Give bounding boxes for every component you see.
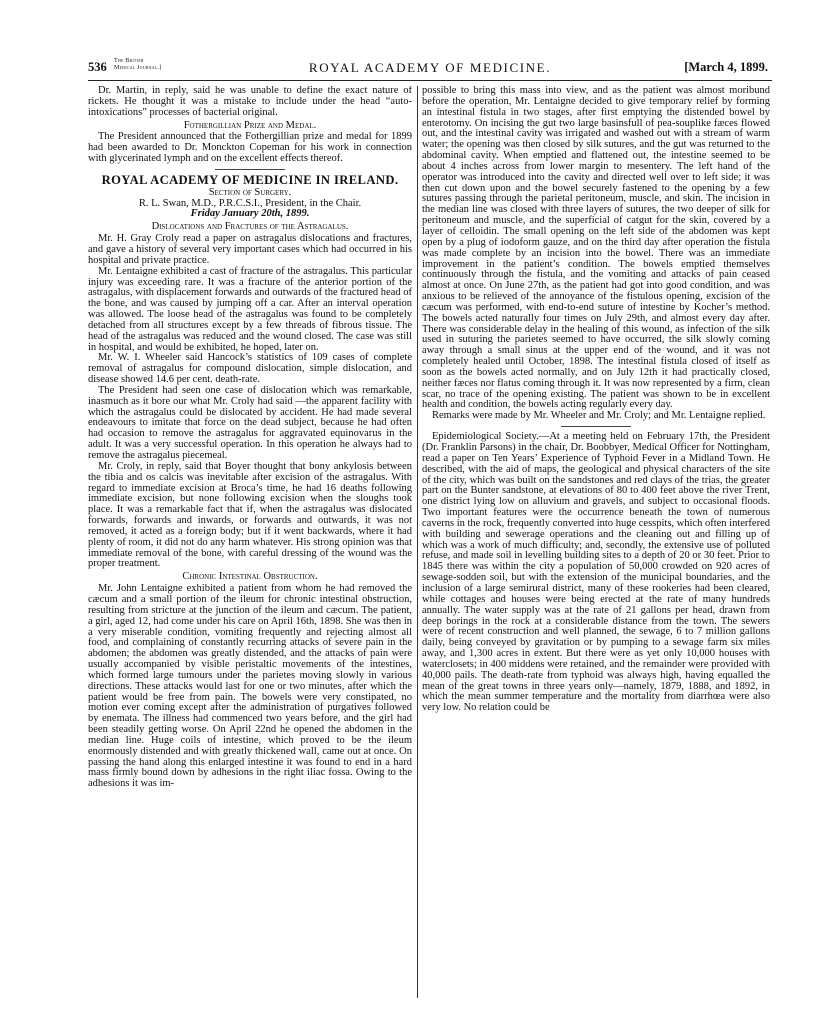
chair-line: R. L. Swan, M.D., P.R.C.S.I., President, in the Chair. bbox=[138, 197, 362, 209]
column-rule bbox=[417, 86, 418, 998]
page-number: 536 bbox=[88, 60, 107, 74]
running-title: ROYAL ACADEMY OF MEDICINE. bbox=[308, 60, 552, 75]
right-column bbox=[422, 86, 770, 998]
croly-paper-paragraph: Mr. H. Gray Croly read a paper on astragalus dislocations and fractures, and gave a history of several very important cases which had occurred in his hospital and private practice. bbox=[88, 233, 412, 266]
dislocations-heading: Dislocations and Fractures of the Astragalus. bbox=[151, 221, 349, 233]
martin-reply-paragraph: Dr. Martin, in reply, said he was unable to define the exact nature of rickets. He thought it was a mistake to include under the head “auto-intoxications” processes of bacterial original. bbox=[88, 86, 412, 118]
fothergillian-paragraph: The President announced that the Fothergillian prize and medal for 1899 had been awarded to Dr. Monckton Copeman for his work in connection with glycerinated lymph and on the excellent effects thereof. bbox=[88, 131, 412, 165]
article-heading: ROYAL ACADEMY OF MEDICINE IN IRELAND. bbox=[101, 172, 399, 187]
publication-line-2: Medical Journal.] bbox=[114, 65, 162, 71]
chronic-obstruction-heading: Chronic Intestinal Obstruction. bbox=[182, 571, 318, 583]
lentaigne-cast-paragraph: Mr. Lentaigne exhibited a cast of fracture of the astragalus. This particular injury was exceeding rare. It was a fracture of the anterior portion of the astragalus, with displacement forwards and outwards of the fractured head of the bone, and was caused by jumping off a car. After an interval operation was allowed. The loose head of the astragalus was found to be completely detached from all structures except by a few threads of fibrous tissue. The head of the astragalus was reduced and the wound closed. The case was still in hospital, and would be exhibited, he hoped, later on. bbox=[88, 265, 412, 353]
remarks-paragraph: Remarks were made by Mr. Wheeler and Mr. Croly; and Mr. Lentaigne replied. bbox=[432, 410, 766, 422]
president-paragraph: The President had seen one case of dislocation which was remarkable, inasmuch as it bore our what Mr. Croly had said —the apparent facility with which the astragalus could be dislocated by accident. He had made several endeavours to imitate that force on the dead subject, because he had often had occasion to remove the astragalus for aggravated equinovarus in the adult. It was a very successful operation. In this operation he always had to remove the astragalus piecemeal. bbox=[88, 384, 412, 461]
meeting-date: Friday January 20th, 1899. bbox=[190, 208, 310, 220]
section-divider bbox=[215, 169, 285, 170]
section-divider bbox=[561, 426, 631, 427]
fothergillian-heading: Fothergillian Prize and Medal. bbox=[183, 119, 317, 131]
issue-date: [March 4, 1899. bbox=[684, 60, 768, 74]
section-name: Section of Surgery. bbox=[208, 186, 292, 198]
epidemiological-paragraph: Epidemiological Society.—At a meeting held on February 17th, the President (Dr. Franklin Parsons) in the chair, Dr. Boobbyer, Medical Officer for Nottingham, read a paper on Ten Years’ Experience of Typhoid Fever in a Midland Town. He described, with the aid of maps, the geological and physical characters of the site of the city, which was built on the sandstones and red clays of the trias, the greater part on the Bunter sandstone, at elevations of 80 to 400 feet above the river Trent, one district lying low on alluvium and gravels, and subject to occasional floods. Two important features were the occurrence beneath the town of numerous caverns in the rock, frequently converted into huge cesspits, which often interfered with building and sewerage operations and the cleaning out and filling up of which was a work of much difficulty; and, secondly, the extensive use of polluted refuse, and made soil in levelling building sites to a depth of 20 or 30 feet. Prior to 1845 there was within the city a population of 50,000 crowded on 920 acres of sewage-sodden soil, but with the extension of the municipal boundaries, and the inclusion of a large semirural district, many of these rookeries had been cleared, while cottages and houses were being erected at the rate of many hundreds annually. The water supply was at the rate of 21 gallons per head, drawn from deep borings in the rock at a considerable distance from the town. The sewers were of recent construction and well planned, the sewage, 6 to 7 million gallons daily, being conveyed by gravitation or by pumping to a sewage farm six miles away, and 1,300 acres in extent. But there were as yet only 10,000 houses with waterclosets; in 400 middens were retained, and the remainder were provided with 40,000 pails. The death-rate from typhoid was always high, having equalled the mean of the great towns in three years only—namely, 1879, 1888, and 1892, in which the mean summer temperature and the mortality from diarrhœa were also very low. No relation could be bbox=[422, 431, 770, 714]
croly-reply-paragraph: Mr. Croly, in reply, said that Boyer thought that bony ankylosis between the tibia and os calcis was inevitable after excision of the astragalus. With regard to immediate excision at Broca’s time, he had 16 deaths following immediate excision, but none following excision when the sloughs took place. It was a remarkable fact that if, when the astragalus was dislocated forwards, forwards and inwards, or forwards and outwards, it was not removed, it acted as a foreign body; but if it went backwards, where it had plenty of room, it did not do any harm whatever. His strong opinion was that immediate removal of the bone, with careful dressing of the wound was the proper treatment. bbox=[88, 460, 412, 570]
lentaigne-patient-paragraph: Mr. John Lentaigne exhibited a patient from whom he had removed the cæcum and a small portion of the ileum for chronic intestinal obstruction, resulting from stricture at the junction of the ileum and cæcum. The patient, a girl, aged 12, had come under his care on April 16th, 1898. She was then in a very miserable condition, vomiting frequently and rejecting almost all food, and complaining of constantly recurring attacks of severe pain in the abdomen; the abdomen was greatly distended, and the attacks of pain were usually accompanied by visible peristaltic movements of the intestines, which formed large tumours under the parietes moving slowly in various directions. These attacks would last for one or two minutes, after which the patient would be free from pain. The bowels were very constipated, no motion ever coming except after the administration of purgatives followed by enemata. The illness had commenced two years before, and the girl had been steadily getting worse. On April 22nd he opened the abdomen in the median line. Huge coils of intestine, which proved to be the ileum enormously distended and with greatly thickened wall, came out at once. On passing the hand along this enlarged intestine it was found to end in a hard mass firmly bound down by adhesions in the right iliac fossa. Owing to the adhesions it was im- bbox=[88, 583, 412, 790]
running-header bbox=[88, 58, 772, 81]
publication-line-1: The British bbox=[114, 58, 144, 64]
case-continuation-paragraph: possible to bring this mass into view, and as the patient was almost moribund before the operation, Mr. Lentaigne decided to give temporary relief by forming an intestinal fistula in two stages, after first emptying the distended bowel by enterotomy. On incising the gut two large basinsfull of pea-souplike fæces flowed out, and the intestinal cavity was irrigated and washed out with a stream of warm water; the opening was then closed by silk sutures, and the gut was returned to the abdominal cavity. When emptied and flattened out, the intestine seemed to be about 4 inches across from lower margin to mesentery. The left hand of the operator was introduced into the cavity and directed well over to left side; it was then cut down upon and the bowel securely fastened to the opening by a few sutures passing through the parietal peritoneum, muscle, and skin. The incision in the median line was closed with three layers of sutures, the two deeper of silk for peritoneum and muscle, and the superficial of catgut for the skin, covered by a layer of celloidin. The small opening on the left side of the abdomen was kept open by a plug of iodoform gauze, and on the third day after operation the fistula was made complete by an incision into the bowel. There was an immediate improvement in the patient’s condition. The bowels emptied themselves continuously through the fistula, and the vomiting and attacks of pain ceased almost at once. On June 27th, as the patient had got into good condition, and was anxious to be relieved of the annoyance of the fistulous opening, excision of the cæcum was performed, with end-to-end suture of intestine by Kocher’s method. The bowels acted naturally four times on July 29th, and almost every day after. There was considerable delay in the healing of this wound, as infection of the silk used in suturing the parietes seemed to have occurred, the silk slowly coming away through a small sinus at the upper end of the wound, and it was not completely healed until October, 1898. The intestinal fistula closed of itself as soon as the bowels acted normally, and on July 12th it had practically closed, neither fæces nor flatus coming through it. It was now represented by a firm, clean scar, no trace of the opening existing. The patient was shown to be in excellent health and condition, the bowels acting regularly every day. bbox=[422, 86, 770, 411]
left-column bbox=[88, 86, 412, 998]
wheeler-paragraph: Mr. W. I. Wheeler said Hancock’s statistics of 109 cases of complete removal of astragalus for compound dislocation, simple dislocation, and disease showed 14.6 per cent. death-rate. bbox=[88, 352, 412, 386]
